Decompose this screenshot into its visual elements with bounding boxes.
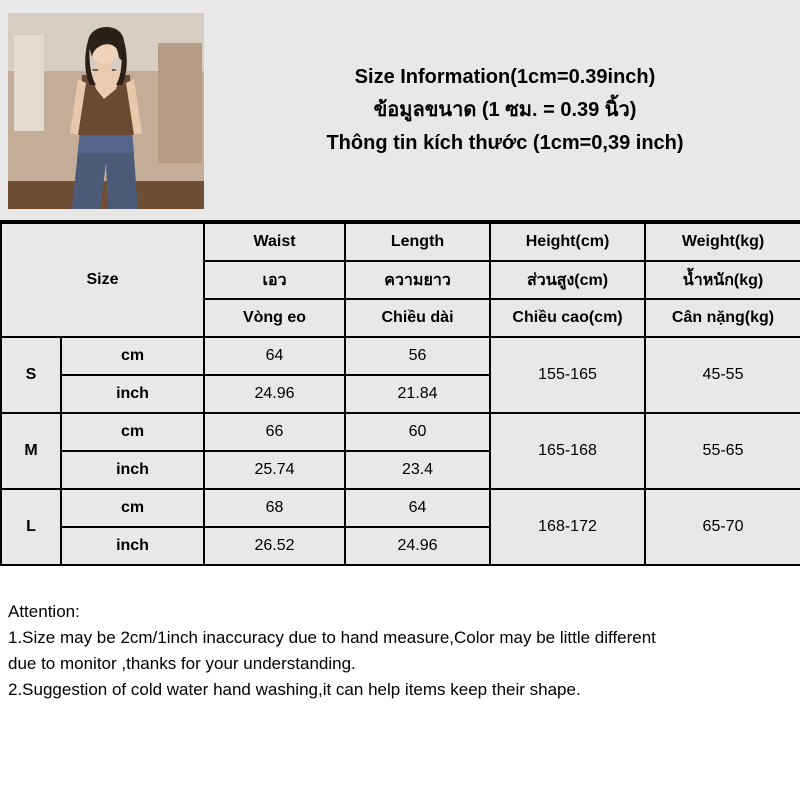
col-length-vi: Chiều dài	[345, 299, 490, 337]
row-size-l: L	[1, 489, 61, 565]
col-waist-th: เอว	[204, 261, 345, 299]
length-inch-s: 21.84	[345, 375, 490, 413]
size-label-cell: Size	[1, 223, 204, 337]
col-weight-en: Weight(kg)	[645, 223, 800, 261]
title-line-vi: Thông tin kích thước (1cm=0,39 inch)	[326, 131, 684, 154]
waist-inch-m: 25.74	[204, 451, 345, 489]
unit-cm-m: cm	[61, 413, 204, 451]
weight-l: 65-70	[645, 489, 800, 565]
length-inch-m: 23.4	[345, 451, 490, 489]
weight-m: 55-65	[645, 413, 800, 489]
product-photo	[8, 13, 204, 209]
table-header-row-en	[1, 223, 800, 261]
unit-inch-m: inch	[61, 451, 204, 489]
waist-inch-l: 26.52	[204, 527, 345, 565]
col-height-en: Height(cm)	[490, 223, 645, 261]
weight-s: 45-55	[645, 337, 800, 413]
length-inch-l: 24.96	[345, 527, 490, 565]
col-waist-en: Waist	[204, 223, 345, 261]
col-height-vi: Chiều cao(cm)	[490, 299, 645, 337]
col-length-en: Length	[345, 223, 490, 261]
waist-cm-l: 68	[204, 489, 345, 527]
col-height-th: ส่วนสูง(cm)	[490, 261, 645, 299]
unit-inch-l: inch	[61, 527, 204, 565]
size-table	[0, 222, 800, 566]
waist-inch-s: 24.96	[204, 375, 345, 413]
col-waist-vi: Vòng eo	[204, 299, 345, 337]
height-s: 155-165	[490, 337, 645, 413]
row-size-s: S	[1, 337, 61, 413]
length-cm-l: 64	[345, 489, 490, 527]
length-cm-s: 56	[345, 337, 490, 375]
table-row	[1, 413, 800, 451]
col-weight-vi: Cân nặng(kg)	[645, 299, 800, 337]
row-size-m: M	[1, 413, 61, 489]
title-line-en: Size Information(1cm=0.39inch)	[354, 65, 656, 88]
attention-line-2: due to monitor ,thanks for your understanding.	[8, 654, 356, 674]
height-l: 168-172	[490, 489, 645, 565]
attention-line-3: 2.Suggestion of cold water hand washing,it can help items keep their shape.	[8, 680, 581, 700]
waist-cm-m: 66	[204, 413, 345, 451]
title-block	[210, 0, 800, 220]
attention-block	[0, 594, 800, 800]
unit-inch-s: inch	[61, 375, 204, 413]
length-cm-m: 60	[345, 413, 490, 451]
unit-cm-s: cm	[61, 337, 204, 375]
unit-cm-l: cm	[61, 489, 204, 527]
table-row	[1, 489, 800, 527]
title-line-th: ข้อมูลขนาด (1 ซม. = 0.39 นิ้ว)	[373, 98, 637, 121]
header-band	[0, 0, 800, 222]
height-m: 165-168	[490, 413, 645, 489]
attention-title: Attention:	[8, 602, 80, 621]
waist-cm-s: 64	[204, 337, 345, 375]
col-weight-th: น้ำหนัก(kg)	[645, 261, 800, 299]
model-photo-illustration	[8, 13, 204, 209]
table-row	[1, 337, 800, 375]
attention-line-1: 1.Size may be 2cm/1inch inaccuracy due to hand measure,Color may be little different	[8, 628, 656, 648]
col-length-th: ความยาว	[345, 261, 490, 299]
